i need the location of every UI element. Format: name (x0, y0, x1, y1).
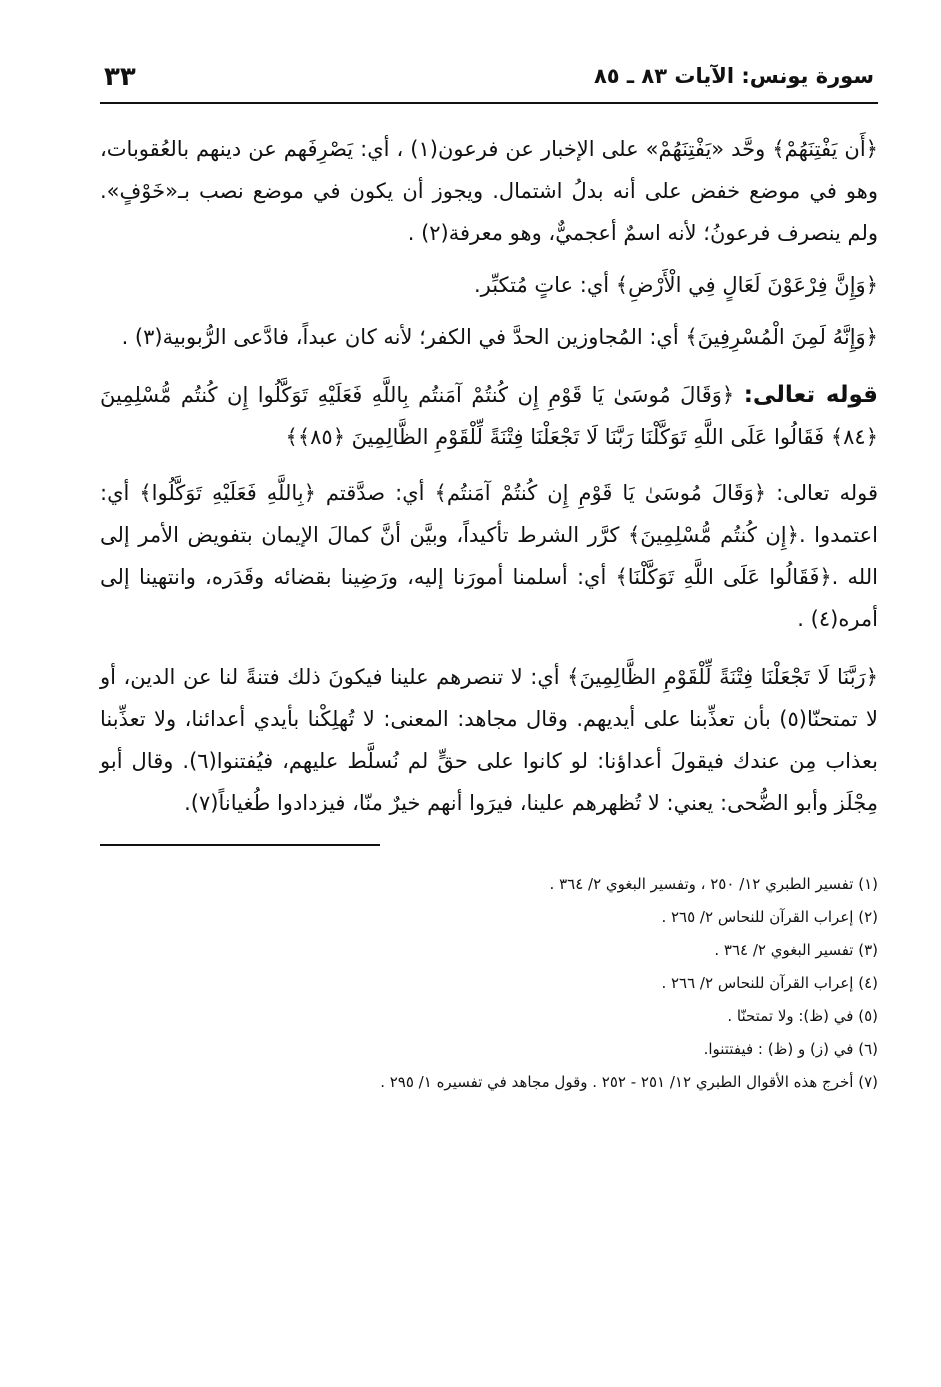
footnote: (٦) في (ز) و (ظ) : فيفتتنوا. (703, 1040, 878, 1058)
page-title: سورة يونس: الآيات ٨٣ ـ ٨٥ (593, 64, 874, 88)
verse-heading (100, 374, 878, 458)
page-number: ٣٣ (104, 62, 136, 92)
page-body (100, 128, 878, 824)
commentary-paragraph: ﴿رَبَّنَا لَا تَجْعَلْنَا فِتْنَةً لِّلْقَوْمِ الظَّالِمِينَ﴾ أي: لا تنصرهم علينا فيكونَ ذلك فتنةً لنا عن الدين، أو لا تمتحنّا(٥) بأن تعذِّبنا على أيديهم. وقال مجاهد: المعنى: لا تُهلِكْنا بأيدي أعدائنا، ولا تعذِّبنا بعذاب مِن عندك فيقولَ أعداؤنا: لو كانوا على حقٍّ لم نُسلَّط عليهم، فيُفتنوا(٦). وقال أبو مِجْلَز وأبو الضُّحى: يعني: لا تُظهرهم علينا، فيرَوا أنهم خيرٌ منّا، فيزدادوا طُغياناً(٧). (100, 665, 879, 815)
footnote: (٤) إعراب القرآن للنحاس ٢/ ٢٦٦ . (661, 974, 878, 992)
verse-heading-lead: قوله تعالى: (743, 382, 878, 408)
footnote: (١) تفسير الطبري ١٢/ ٢٥٠ ، وتفسير البغوي ٢/ ٣٦٤ . (549, 875, 878, 893)
paragraph: ﴿أَن يَفْتِنَهُمْ﴾ وحَّد «يَفْتِنَهُمْ» على الإخبار عن فرعون(١) ، أي: يَصْرِفَهم عن دينهم بالعُقوبات، وهو في موضع خفض على أنه بدلُ اشتمال. ويجوز أن يكون في موضع نصب بـ«خَوْفٍ». ولم ينصرف فرعونُ؛ لأنه اسمٌ أعجميٌّ، وهو معرفة(٢) . (100, 137, 878, 245)
page-header (100, 60, 878, 104)
verse-heading-text: ﴿وَقَالَ مُوسَىٰ يَا قَوْمِ إِن كُنتُمْ آمَنتُم بِاللَّهِ فَعَلَيْهِ تَوَكَّلُوا إِن كُنتُم مُّسْلِمِينَ ﴿٨٤﴾ فَقَالُوا عَلَى اللَّهِ تَوَكَّلْنَا رَبَّنَا لَا تَجْعَلْنَا فِتْنَةً لِّلْقَوْمِ الظَّالِمِينَ ﴿٨٥﴾﴾ (100, 383, 878, 449)
page (100, 60, 878, 1099)
commentary-paragraph: قوله تعالى: ﴿وَقَالَ مُوسَىٰ يَا قَوْمِ إِن كُنتُمْ آمَنتُم﴾ أي: صدَّقتم ﴿بِاللَّهِ فَعَلَيْهِ تَوَكَّلُوا﴾ أي: اعتمدوا .﴿إِن كُنتُم مُّسْلِمِينَ﴾ كرَّر الشرط تأكيداً، وبيَّن أنَّ كمالَ الإيمان بتفويض الأمر إلى الله .﴿فَقَالُوا عَلَى اللَّهِ تَوَكَّلْنَا﴾ أي: أسلمنا أمورَنا إليه، ورَضِينا بقضائه وقَدَره، وانتهينا إلى أمره(٤) . (100, 481, 878, 631)
footnote: (٣) تفسير البغوي ٢/ ٣٦٤ . (714, 941, 878, 959)
footnote: (٧) أخرج هذه الأقوال الطبري ١٢/ ٢٥١ - ٢٥٢ . وقول مجاهد في تفسيره ١/ ٢٩٥ . (380, 1073, 878, 1091)
footnote: (٢) إعراب القرآن للنحاس ٢/ ٢٦٥ . (661, 908, 878, 926)
footnotes (100, 868, 878, 1099)
footnote: (٥) في (ظ): ولا تمتحنّا . (727, 1007, 878, 1025)
paragraph: ﴿وَإِنَّ فِرْعَوْنَ لَعَالٍ فِي الْأَرْضِ﴾ أي: عاتٍ مُتكبِّر. (473, 273, 878, 297)
paragraph: ﴿وَإِنَّهُ لَمِنَ الْمُسْرِفِينَ﴾ أي: المُجاوزين الحدَّ في الكفر؛ لأنه كان عبداً، فادَّعى الرُّبوبية(٣) . (121, 325, 878, 349)
footnote-divider (100, 844, 380, 846)
